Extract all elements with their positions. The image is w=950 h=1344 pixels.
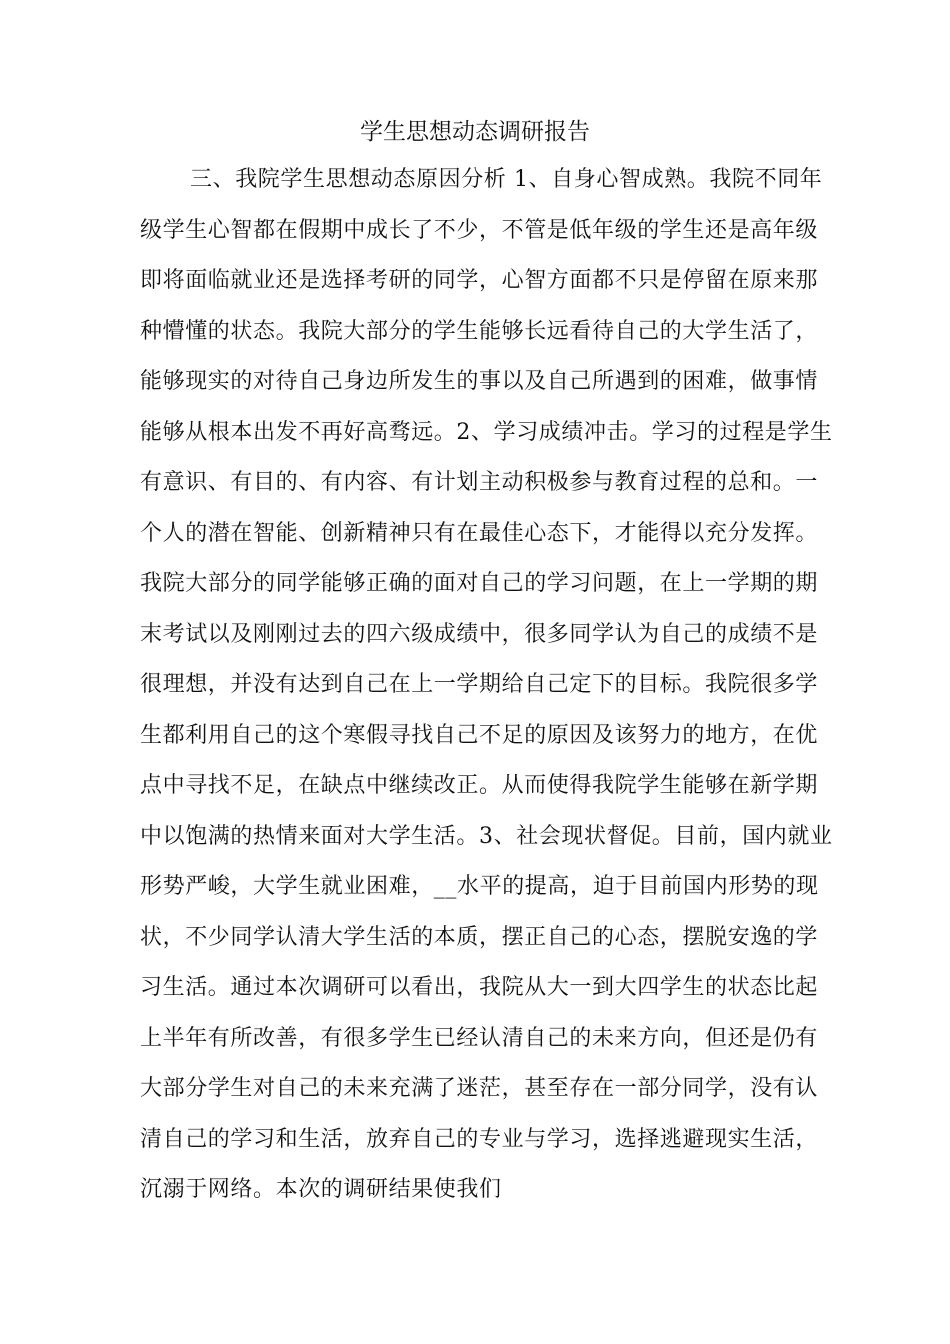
body-line: 级学生心智都在假期中成长了不少，不管是低年级的学生还是高年级 [140,217,819,243]
body-line: 清自己的学习和生活，放弃自己的专业与学习，选择逃避现实生活， [140,1126,819,1152]
body-line: 中以饱满的热情来面对大学生活。3、社会现状督促。目前，国内就业 [140,823,833,849]
body-line: 有意识、有目的、有内容、有计划主动积极参与教育过程的总和。一 [140,470,819,495]
body-line: 状，不少同学认清大学生活的本质，摆正自己的心态，摆脱安逸的学 [140,924,819,950]
document-body [140,155,833,1216]
body-line: 能够从根本出发不再好高骛远。2、学习成绩冲击。学习的过程是学生 [140,419,833,445]
body-line: 生都利用自己的这个寒假寻找自己不足的原因及该努力的地方，在优 [140,722,819,748]
body-line: 末考试以及刚刚过去的四六级成绩中，很多同学认为自己的成绩不是 [140,621,819,647]
body-line: 很理想，并没有达到自己在上一学期给自己定下的目标。我院很多学 [140,672,819,697]
body-line: 能够现实的对待自己身边所发生的事以及自己所遇到的困难，做事情 [140,369,819,394]
body-line: 我院大部分的同学能够正确的面对自己的学习问题，在上一学期的期 [140,571,819,596]
body-line: 沉溺于网络。本次的调研结果使我们 [140,1177,502,1202]
body-line: 个人的潜在智能、创新精神只有在最佳心态下，才能得以充分发挥。 [140,520,819,546]
body-line: 形势严峻，大学生就业困难，__水平的提高，迫于目前国内形势的现 [140,874,819,899]
body-line: 点中寻找不足，在缺点中继续改正。从而使得我院学生能够在新学期 [140,773,819,798]
body-line: 三、我院学生思想动态原因分析 1、自身心智成熟。我院不同年 [190,167,823,192]
body-line: 即将面临就业还是选择考研的同学，心智方面都不只是停留在原来那 [140,268,819,293]
body-line: 大部分学生对自己的未来充满了迷茫，甚至存在一部分同学，没有认 [140,1076,819,1101]
body-line: 种懵懂的状态。我院大部分的学生能够长远看待自己的大学生活了， [140,318,819,344]
body-line: 习生活。通过本次调研可以看出，我院从大一到大四学生的状态比起 [140,975,819,1000]
document-title: 学生思想动态调研报告 [360,119,590,145]
body-line: 上半年有所改善，有很多学生已经认清自己的未来方向，但还是仍有 [140,1025,819,1051]
